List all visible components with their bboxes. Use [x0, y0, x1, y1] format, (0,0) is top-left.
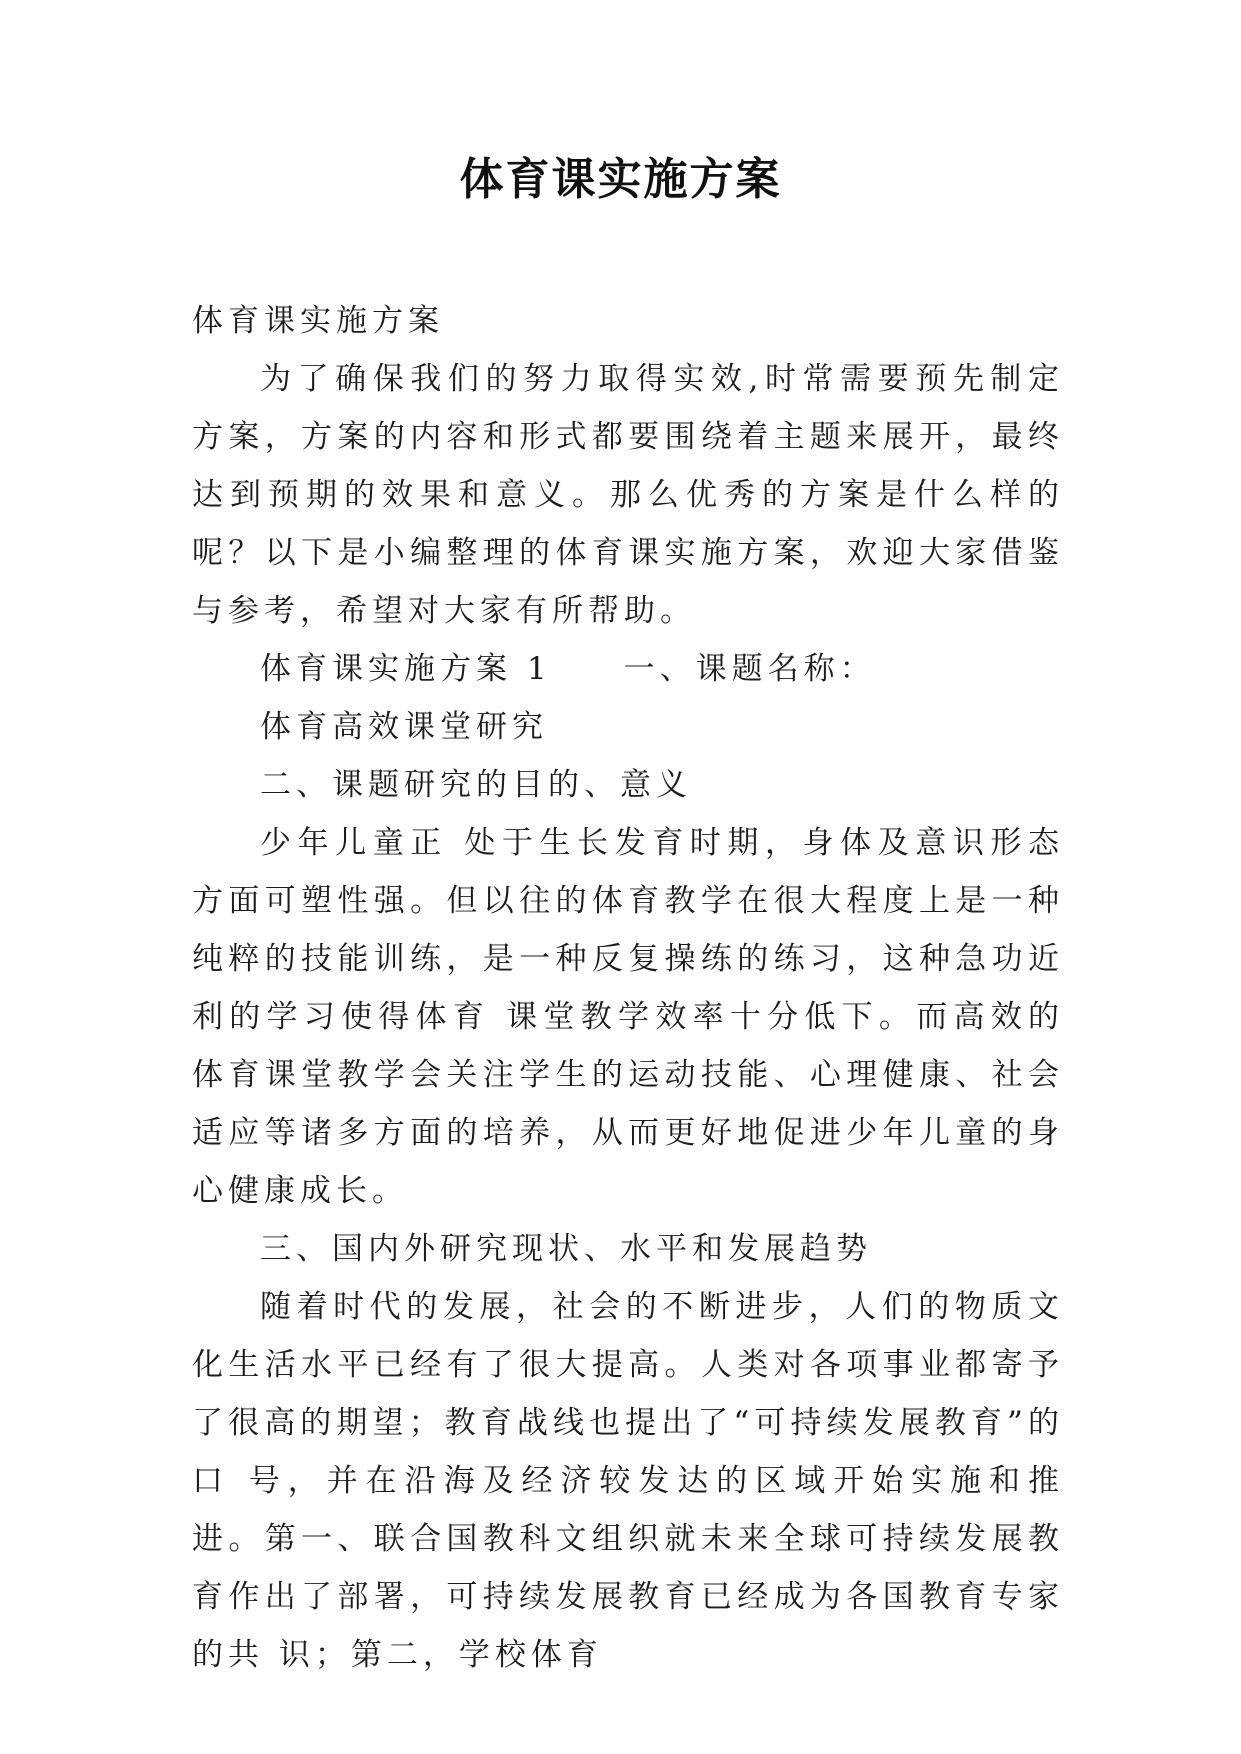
- document-title: 体育课实施方案: [459, 154, 782, 205]
- body-paragraph-section-2-heading: 二、课题研究的目的、意义: [260, 767, 692, 803]
- body-paragraph-section-2-content: 少年儿童正 处于生长发育时期，身体及意识形态方面可塑性强。但以往的体育教学在很大程度上是一种纯粹的技能训练，是一种反复操练的练习，这种急功近利的学习使得体育 课堂教学效率十分低下。而高效的体育课堂教学会关注学生的运动技能、心理健康、社会适应等诸多方面的培养，从而更好地促进少年儿童的身心健康成长。: [192, 825, 1064, 1209]
- body-paragraph-section-3-content: 随着时代的发展，社会的不断进步，人们的物质文化生活水平已经有了很大提高。人类对各项事业都寄予了很高的期望；教育战线也提出了“可持续发展教育”的口 号，并在沿海及经济较发达的区域开始实施和推进。第一、联合国教科文组织就未来全球可持续发展教育作出了部署，可持续发展教育已经成为各国教育专家的共 识；第二，学校体育: [192, 1289, 1064, 1673]
- body-paragraph-section-3-heading: 三、国内外研究现状、水平和发展趋势: [260, 1231, 872, 1267]
- document-body: [192, 292, 1064, 1684]
- body-paragraph-intro: 为了确保我们的努力取得实效,时常需要预先制定方案，方案的内容和形式都要围绕着主题来展开，最终达到预期的效果和意义。那么优秀的方案是什么样的呢？以下是小编整理的体育课实施方案，欢迎大家借鉴与参考，希望对大家有所帮助。: [192, 361, 1064, 629]
- body-paragraph-heading: 体育课实施方案: [192, 303, 444, 339]
- body-paragraph-topic-name: 体育高效课堂研究: [260, 709, 548, 745]
- body-paragraph-plan-1-topic: 体育课实施方案 1 一、课题名称：: [260, 651, 876, 687]
